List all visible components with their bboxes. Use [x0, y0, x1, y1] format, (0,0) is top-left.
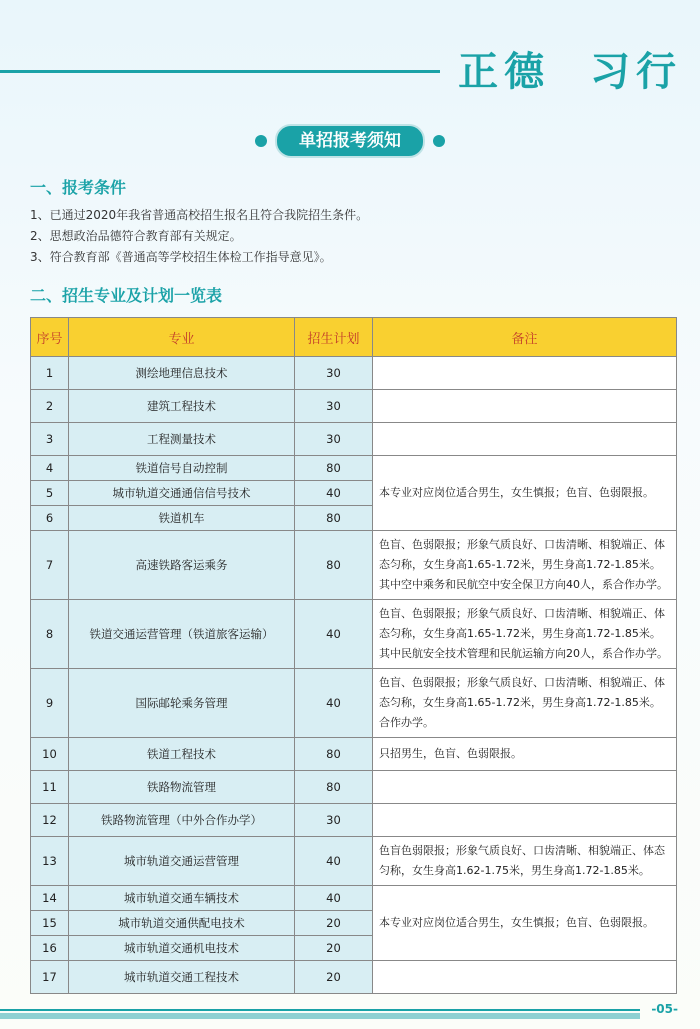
row-plan: 40 — [295, 886, 373, 911]
slogan: 正德 习行 — [458, 49, 682, 95]
enrollment-table — [30, 317, 677, 994]
row-plan: 30 — [295, 423, 373, 456]
table-header-row — [31, 318, 677, 357]
table-row — [31, 357, 677, 390]
table-row — [31, 837, 677, 886]
row-no: 7 — [31, 531, 69, 600]
page-number: -05- — [651, 1002, 678, 1016]
row-major: 铁道交通运营管理（铁道旅客运输） — [69, 600, 295, 669]
row-no: 16 — [31, 936, 69, 961]
row-plan: 20 — [295, 911, 373, 936]
row-major: 城市轨道交通通信信号技术 — [69, 481, 295, 506]
row-no: 15 — [31, 911, 69, 936]
row-no: 4 — [31, 456, 69, 481]
row-major: 城市轨道交通供配电技术 — [69, 911, 295, 936]
row-plan: 80 — [295, 738, 373, 771]
row-major: 铁道信号自动控制 — [69, 456, 295, 481]
row-no: 13 — [31, 837, 69, 886]
table-row — [31, 804, 677, 837]
row-note: 只招男生，色盲、色弱限报。 — [373, 738, 677, 771]
row-note — [373, 390, 677, 423]
row-plan: 40 — [295, 837, 373, 886]
table-row — [31, 669, 677, 738]
row-plan: 20 — [295, 961, 373, 994]
row-note: 色盲、色弱限报；形象气质良好、口齿清晰、相貌端正、体态匀称，女生身高1.65-1.72米，男生身高1.72-1.85米。其中空中乘务和民航空中安全保卫方向40人，系合作办学。 — [373, 531, 677, 600]
row-major: 铁道机车 — [69, 506, 295, 531]
row-plan: 80 — [295, 771, 373, 804]
section-heading-conditions: 一、报考条件 — [30, 178, 127, 197]
row-major: 城市轨道交通车辆技术 — [69, 886, 295, 911]
row-no: 9 — [31, 669, 69, 738]
row-no: 11 — [31, 771, 69, 804]
footer-bar — [0, 1013, 640, 1019]
row-no: 10 — [31, 738, 69, 771]
row-plan: 40 — [295, 600, 373, 669]
row-no: 12 — [31, 804, 69, 837]
row-no: 6 — [31, 506, 69, 531]
dot-right-icon — [433, 135, 445, 147]
footer-rule — [0, 1009, 640, 1011]
row-note — [373, 771, 677, 804]
table-row — [31, 771, 677, 804]
row-no: 3 — [31, 423, 69, 456]
dot-left-icon — [255, 135, 267, 147]
header-rule — [0, 70, 440, 73]
row-note — [373, 804, 677, 837]
row-note: 色盲、色弱限报；形象气质良好、口齿清晰、相貌端正、体态匀称，女生身高1.65-1.72米，男生身高1.72-1.85米。其中民航安全技术管理和民航运输方向20人，系合作办学。 — [373, 600, 677, 669]
condition-item: 3、符合教育部《普通高等学校招生体检工作指导意见》。 — [30, 250, 332, 264]
table-row — [31, 600, 677, 669]
row-major: 铁道工程技术 — [69, 738, 295, 771]
row-major: 建筑工程技术 — [69, 390, 295, 423]
table-row — [31, 738, 677, 771]
row-major: 城市轨道交通工程技术 — [69, 961, 295, 994]
row-no: 2 — [31, 390, 69, 423]
page-title-pill — [275, 124, 425, 158]
row-plan: 80 — [295, 506, 373, 531]
row-note: 色盲色弱限报；形象气质良好、口齿清晰、相貌端正、体态匀称，女生身高1.62-1.75米，男生身高1.72-1.85米。 — [373, 837, 677, 886]
row-plan: 80 — [295, 456, 373, 481]
row-no: 8 — [31, 600, 69, 669]
table-row — [31, 390, 677, 423]
row-no: 5 — [31, 481, 69, 506]
row-major: 高速铁路客运乘务 — [69, 531, 295, 600]
row-note — [373, 357, 677, 390]
condition-item: 2、思想政治品德符合教育部有关规定。 — [30, 229, 242, 243]
page-title: 单招报考须知 — [299, 131, 401, 151]
row-no: 14 — [31, 886, 69, 911]
row-plan: 80 — [295, 531, 373, 600]
row-major: 工程测量技术 — [69, 423, 295, 456]
row-no: 17 — [31, 961, 69, 994]
col-header-major: 专业 — [69, 318, 295, 357]
row-plan: 20 — [295, 936, 373, 961]
row-major: 铁路物流管理 — [69, 771, 295, 804]
col-header-plan: 招生计划 — [295, 318, 373, 357]
row-major: 城市轨道交通机电技术 — [69, 936, 295, 961]
table-row — [31, 531, 677, 600]
col-header-no: 序号 — [31, 318, 69, 357]
section-heading-plan: 二、招生专业及计划一览表 — [30, 286, 223, 305]
row-plan: 30 — [295, 804, 373, 837]
table-row — [31, 423, 677, 456]
row-note — [373, 961, 677, 994]
table-row — [31, 886, 677, 911]
row-note: 色盲、色弱限报；形象气质良好、口齿清晰、相貌端正、体态匀称，女生身高1.65-1.72米，男生身高1.72-1.85米。合作办学。 — [373, 669, 677, 738]
row-major: 测绘地理信息技术 — [69, 357, 295, 390]
row-plan: 30 — [295, 390, 373, 423]
row-major: 城市轨道交通运营管理 — [69, 837, 295, 886]
row-note: 本专业对应岗位适合男生，女生慎报；色盲、色弱限报。 — [373, 886, 677, 961]
row-plan: 30 — [295, 357, 373, 390]
row-plan: 40 — [295, 669, 373, 738]
table-row — [31, 456, 677, 481]
row-major: 铁路物流管理（中外合作办学） — [69, 804, 295, 837]
row-no: 1 — [31, 357, 69, 390]
row-plan: 40 — [295, 481, 373, 506]
title-banner — [0, 124, 700, 158]
row-major: 国际邮轮乘务管理 — [69, 669, 295, 738]
table-row — [31, 961, 677, 994]
row-note: 本专业对应岗位适合男生，女生慎报；色盲、色弱限报。 — [373, 456, 677, 531]
row-note — [373, 423, 677, 456]
condition-item: 1、已通过2020年我省普通高校招生报名且符合我院招生条件。 — [30, 208, 369, 222]
col-header-note: 备注 — [373, 318, 677, 357]
